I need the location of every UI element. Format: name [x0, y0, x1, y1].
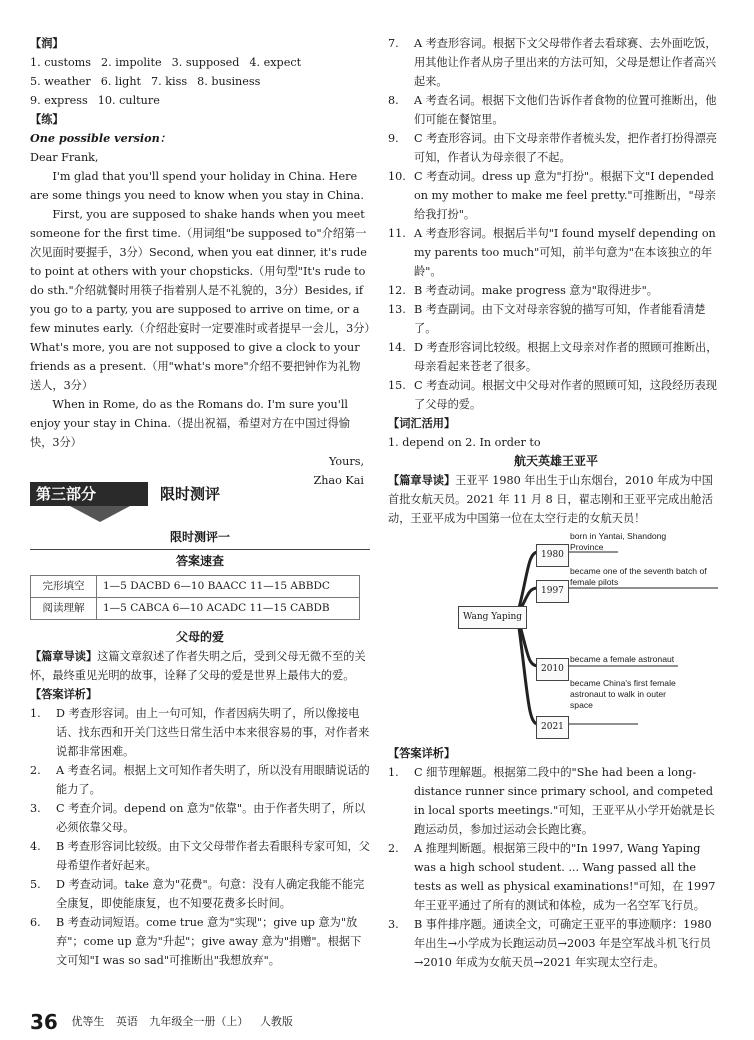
table-cell: 1—5 DACBD 6—10 BAACC 11—15 ABBDC: [97, 576, 360, 598]
guide-tag: 【篇章导读】: [30, 649, 98, 663]
vocab-row: [30, 91, 370, 110]
table-row: [31, 576, 360, 598]
right-column: [388, 34, 724, 972]
answer-item: 1. D 考查形容词。由上一句可知，作者因病失明了，所以像接电话、找东西和开关门这些日常生活中本来很容易的事，对作者来说都非常困难。: [30, 707, 370, 758]
word-tag: 【词汇活用】: [388, 416, 456, 430]
version-label: One possible version：: [30, 131, 171, 145]
guide-text: 这篇文章叙述了作者失明之后，受到父母无微不至的关怀，最终重见光明的故事，诠释了父母的爱是世界上最伟大的爱。: [30, 650, 366, 682]
word-answers: 1. depend on 2. In order to: [388, 436, 541, 449]
guide-paragraph: [30, 647, 370, 685]
guide-paragraph: [388, 471, 724, 528]
answer-item: 2. A 推理判断题。根据第三段中的"In 1997, Wang Yaping was a high school student. ... Wang passed all the tests as well as physical examinations!"可知，在 1997 年王亚平通过了所有的测试和体检，成为一名空军飞行员。: [388, 842, 716, 912]
branch-text: became one of the seventh batch of female pilots: [570, 566, 707, 587]
practice-tag: 【练】: [30, 112, 64, 126]
answer-item: 3. B 事件排序题。通读全文，可确定王亚平的事迹顺序：1980 年出生→小学成为长跑运动员→2003 年是空军战斗机飞行员→2010 年成为女航天员→2021 年实现太空行走。: [388, 918, 712, 969]
answer-item: 1. C 细节理解题。根据第二段中的"She had been a long-distance runner since primary school, and competed in local sports meetings."可知，王亚平从小学开始就是长跑运动员，参加过运动会长跑比赛。: [388, 766, 715, 836]
branch-text: became a female astronaut: [570, 654, 675, 664]
answer-item: 11. A 考查形容词。根据后半句"I found myself depending on my parents too much"可知，前半句意为"在本该独立的年龄"。: [388, 227, 716, 278]
year-node: 1997: [536, 580, 569, 603]
vocab-item: 2. impolite: [101, 56, 162, 69]
letter-paragraph: First, you are supposed to shake hands when you meet someone for the first time.（用词组"be supposed to"介绍第一次见面时要握手，3分）Second, when you eat dinner, it's rude to point at others with your chopsticks.（用句型"It's rude to do sth."介绍就餐时用筷子指着别人是不礼貌的，3分）Besides, if you go to a party, you are supposed to arrive on time, or a few minutes early.（介绍赴宴时一定要准时或者提早一会儿，3分）What's more, you are not supposed to give a clock to your friends as a present.（用"what's more"介绍不要把钟作为礼物送人，3分）: [30, 208, 370, 392]
vocab-item: 9. express: [30, 94, 88, 107]
brand: 优等生: [71, 1015, 105, 1028]
test-title: 限时测评一: [169, 530, 230, 544]
run-tag: 【润】: [30, 36, 64, 50]
guide-tag: 【篇章导读】: [388, 473, 456, 487]
left-column-lower: [30, 528, 370, 970]
detail-tag: 【答案详析】: [30, 687, 98, 701]
left-column: [30, 34, 370, 490]
answer-item: 5. D 考查动词。take 意为"花费"。句意：没有人确定我能不能完全康复，即使能康复，也不知要花费多长时间。: [30, 878, 365, 910]
answer-table: [30, 575, 360, 620]
banner-part: 第三部分: [30, 482, 148, 506]
answer-item: 7. A 考查形容词。根据下文父母带作者去看球赛、去外面吃饭，用其他让作者从房子里出来的方法可知，父母是想让作者高兴起来。: [388, 37, 717, 88]
subject: 英语: [115, 1015, 138, 1028]
year-node: 2010: [536, 658, 569, 681]
table-row: [31, 598, 360, 620]
vocab-row: [30, 53, 370, 72]
branch-line: [518, 552, 538, 612]
mind-map-center: Wang Yaping: [458, 606, 527, 629]
answer-item: 13. B 考查副词。由下文对母亲容貌的描写可知，作者能看清楚了。: [388, 303, 706, 335]
closing: Yours,: [329, 455, 364, 468]
vocab-item: 6. light: [100, 75, 142, 88]
vocab-item: 4. expect: [249, 56, 302, 69]
grade: 九年级全一册（上）: [149, 1015, 249, 1028]
vocab-item: 10. culture: [97, 94, 160, 107]
vocab-item: 7. kiss: [151, 75, 188, 88]
answer-item: 10. C 考查动词。dress up 意为"打扮"。根据下文"I depended on my mother to make me feel pretty."可推断出，"母亲给我打扮"。: [388, 170, 716, 221]
mind-map: [388, 531, 724, 744]
section-banner: [30, 482, 370, 522]
answer-item: 12. B 考查动词。make progress 意为"取得进步"。: [388, 284, 658, 297]
table-cell: 阅读理解: [31, 598, 97, 620]
vocab-item: 8. business: [197, 75, 261, 88]
signature: Zhao Kai: [313, 474, 364, 487]
answer-item: 4. B 考查形容词比较级。由下文父母带作者去看眼科专家可知，父母希望作者好起来。: [30, 840, 370, 872]
edition: 人教版: [259, 1015, 293, 1028]
letter-paragraph: I'm glad that you'll spend your holiday in China. Here are some things you need to know when you stay in China.: [30, 170, 364, 202]
table-cell: 1—5 CABCA 6—10 ACADC 11—15 CABDB: [97, 598, 360, 620]
table-cell: 完形填空: [31, 576, 97, 598]
banner-triangle: [70, 506, 130, 522]
salutation: Dear Frank,: [30, 151, 99, 164]
answer-item: 6. B 考查动词短语。come true 意为"实现"；give up 意为"放弃"；come up 意为"升起"；give away 意为"捐赠"。根据下文可知"I was so sad"可推断出"我想放弃"。: [30, 916, 362, 967]
story-title: 航天英雄王亚平: [513, 454, 598, 468]
vocab-item: 3. supposed: [171, 56, 240, 69]
quick-title: 答案速查: [175, 554, 224, 568]
detail-tag: 【答案详析】: [388, 746, 456, 760]
branch-line: [518, 620, 538, 724]
page-footer: [30, 1010, 301, 1034]
answer-item: 3. C 考查介词。depend on 意为"依靠"。由于作者失明了，所以必须依靠父母。: [30, 802, 366, 834]
page-number: 36: [30, 1010, 58, 1034]
year-node: 2021: [536, 716, 569, 739]
vocab-item: 5. weather: [30, 75, 91, 88]
answer-item: 9. C 考查形容词。由下文母亲带作者梳头发，把作者打扮得漂亮可知，作者认为母亲很了不起。: [388, 132, 717, 164]
answer-item: 8. A 考查名词。根据下文他们告诉作者食物的位置可推断出，他们可能在餐馆里。: [388, 94, 717, 126]
year-node: 1980: [536, 544, 569, 567]
divider: [30, 549, 370, 550]
branch-text: became China's first female astronaut to walk in outer space: [570, 678, 676, 710]
answer-item: 15. C 考查动词。根据文中父母对作者的照顾可知，这段经历表现了父母的爱。: [388, 379, 717, 411]
guide-text: 王亚平 1980 年出生于山东烟台，2010 年成为中国首批女航天员。2021 年 11 月 8 日，翟志刚和王亚平完成出舱活动，王亚平成为中国第一位在太空行走的女航天员！: [388, 474, 713, 525]
vocab-item: 1. customs: [30, 56, 92, 69]
banner-subtitle: 限时测评: [160, 485, 221, 503]
letter-paragraph: When in Rome, do as the Romans do. I'm sure you'll enjoy your stay in China.（提出祝福，希望对方在中国过得愉快，3分）: [30, 398, 350, 449]
story-title: 父母的爱: [175, 630, 224, 644]
branch-text: born in Yantai, Shandong Province: [570, 531, 667, 552]
answer-item: 14. D 考查形容词比较级。根据上文母亲对作者的照顾可推断出，母亲看起来苍老了很多。: [388, 341, 718, 373]
vocab-row: [30, 72, 370, 91]
answer-item: 2. A 考查名词。根据上文可知作者失明了，所以没有用眼睛说话的能力了。: [30, 764, 370, 796]
